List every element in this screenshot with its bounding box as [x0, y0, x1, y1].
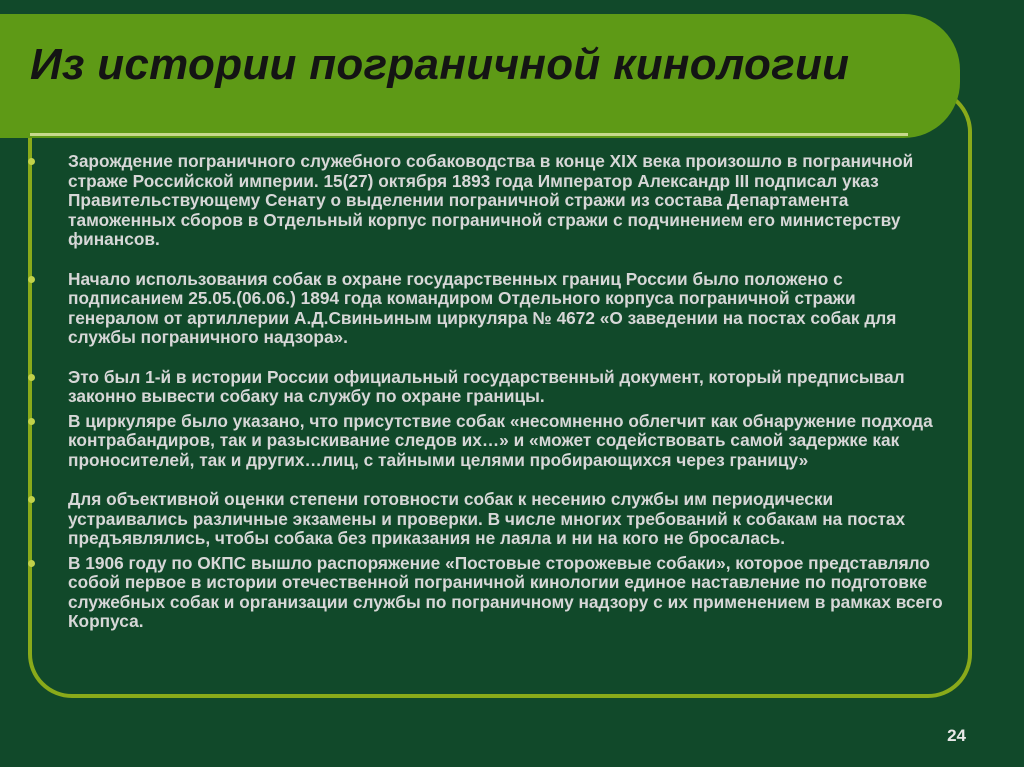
bullet-dot-icon — [28, 560, 35, 567]
bullet-text: В циркуляре было указано, что присутствие собак «несомненно облегчит как обнаружение подхода контрабандиров, так и разыскивание следов их…» и «может содействовать самой задержке как проносителей, так и других…лиц, с тайными целями пробирающихся через границу» — [68, 410, 933, 470]
bullet-text: В 1906 году по ОКПС вышло распоряжение «Постовые сторожевые собаки», которое представляло собой первое в истории отечественной пограничной кинологии единое наставление по подготовке служебных собак и организации службы по пограничному надзору с их применением в рамках всего Корпуса. — [68, 552, 943, 631]
page-number: 24 — [947, 726, 966, 745]
bullet-dot-icon — [28, 418, 35, 425]
bullet-item — [28, 490, 948, 549]
bullet-text: Это был 1-й в истории России официальный государственный документ, который предписывал законно вывести собаку на службу по охране границы. — [68, 366, 905, 406]
bullet-dot-icon — [28, 374, 35, 381]
slide-title: Из истории пограничной кинологии — [30, 40, 850, 89]
bullet-item — [28, 270, 948, 348]
bullet-item — [28, 368, 948, 407]
title-bar — [0, 14, 960, 138]
bullet-text: Для объективной оценки степени готовности собак к несению службы им периодически устраивались различные экзамены и проверки. В числе многих требований к собакам на постах предъявлялись, чтобы собака без приказания не лаяла и ни на кого не бросалась. — [68, 489, 906, 548]
bullet-item — [28, 412, 948, 471]
title-underline — [30, 133, 908, 136]
bullet-item — [28, 554, 948, 632]
bullet-text: Начало использования собак в охране государственных границ России было положено с подписанием 25.05.(06.06.) 1894 года командиром Отдельного корпуса пограничной стражи генералом от артиллерии А.Д.Свиньиным циркуляра № 4672 «О заведении на постах собак для службы пограничного надзора». — [68, 268, 897, 347]
bullet-dot-icon — [28, 158, 35, 165]
bullet-text: Зарождение пограничного служебного собаководства в конце XIX века произошло в пограничной страже Российской империи. 15(27) октября 1893 года Император Александр III подписал указ Правительствующему Сенату о выделении пограничной стражи из состава Департамента таможенных сборов в Отдельный корпус пограничной стражи с подчинением его министерству финансов. — [68, 151, 914, 249]
bullet-item — [28, 152, 948, 250]
bullet-list — [28, 152, 948, 632]
bullet-dot-icon — [28, 496, 35, 503]
bullet-dot-icon — [28, 276, 35, 283]
